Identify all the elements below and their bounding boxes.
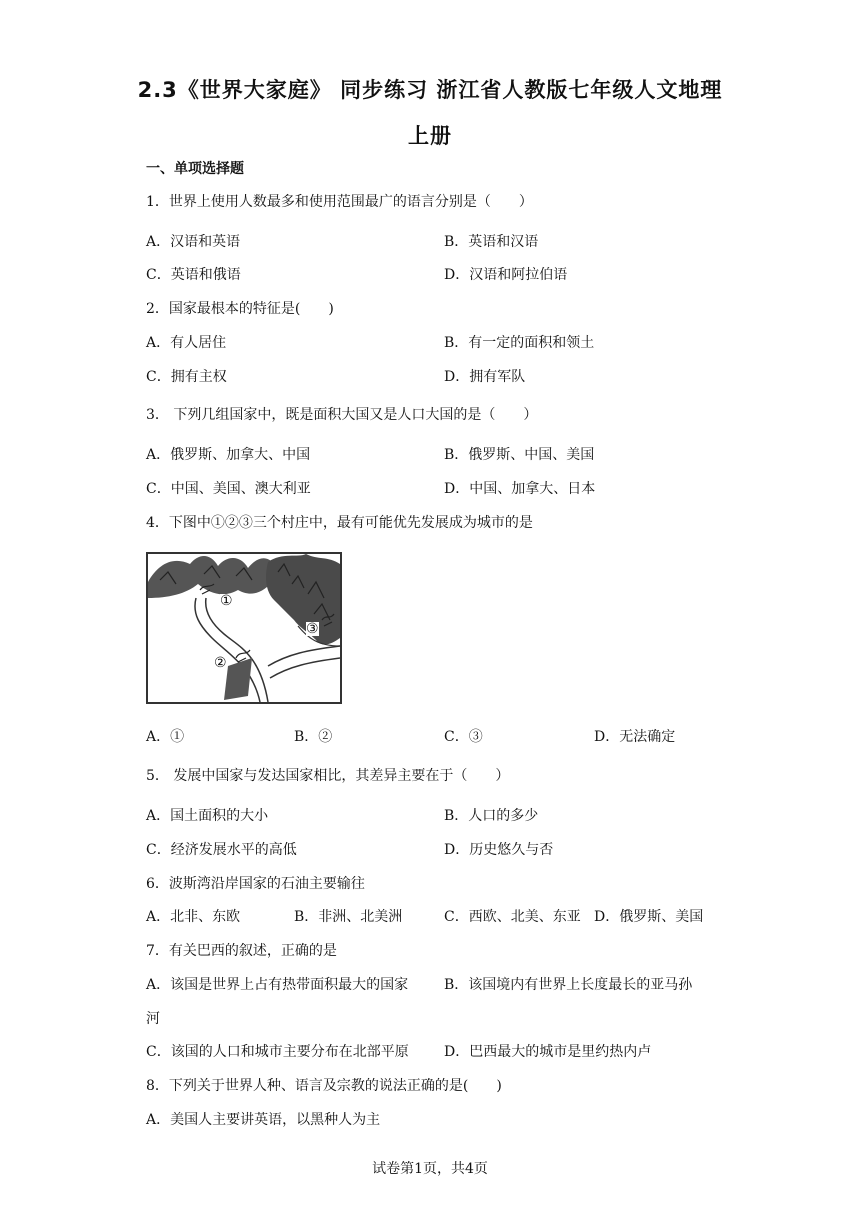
question-3-option-a: A．俄罗斯、加拿大、中国 xyxy=(146,447,311,463)
question-5-option-d: D．历史悠久与否 xyxy=(444,842,554,858)
question-4-option-c: C．③ xyxy=(444,729,483,745)
question-3-option-b: B．俄罗斯、中国、美国 xyxy=(444,447,595,463)
question-4-option-b: B．② xyxy=(294,729,333,745)
question-6-option-a: A．北非、东欧 xyxy=(146,909,241,925)
question-6-option-d: D．俄罗斯、美国 xyxy=(594,909,704,925)
question-8-option-a: A．美国人主要讲英语，以黑种人为主 xyxy=(146,1112,381,1128)
question-2-option-b: B．有一定的面积和领土 xyxy=(444,335,595,351)
village-marker-1: ① xyxy=(220,593,233,609)
question-5-option-b: B．人口的多少 xyxy=(444,808,539,824)
question-6-option-c: C．西欧、北美、东亚 xyxy=(444,909,581,925)
question-1-option-c: C．英语和俄语 xyxy=(146,267,241,283)
question-7-stem: 7．有关巴西的叙述，正确的是 xyxy=(146,943,337,959)
question-2-option-a: A．有人居住 xyxy=(146,335,227,351)
question-3-stem: 3． 下列几组国家中，既是面积大国又是人口大国的是（ ） xyxy=(146,407,538,423)
question-7-option-c: C．该国的人口和城市主要分布在北部平原 xyxy=(146,1044,409,1060)
question-2-stem: 2．国家最根本的特征是( ) xyxy=(146,301,334,317)
question-5-option-c: C．经济发展水平的高低 xyxy=(146,842,297,858)
village-map-figure xyxy=(146,552,342,704)
question-7-option-b: B．该国境内有世界上长度最长的亚马孙 xyxy=(444,977,693,993)
question-8-stem: 8．下列关于世界人种、语言及宗教的说法正确的是( ) xyxy=(146,1078,502,1094)
question-5-option-a: A．国土面积的大小 xyxy=(146,808,269,824)
question-4-option-d: D．无法确定 xyxy=(594,729,676,745)
question-7-option-a: A．该国是世界上占有热带面积最大的国家 xyxy=(146,977,409,993)
question-1-option-d: D．汉语和阿拉伯语 xyxy=(444,267,568,283)
question-1-option-b: B．英语和汉语 xyxy=(444,234,539,250)
village-marker-2: ② xyxy=(214,655,227,671)
question-2-option-d: D．拥有军队 xyxy=(444,369,526,385)
question-1-option-a: A．汉语和英语 xyxy=(146,234,241,250)
question-2-option-c: C．拥有主权 xyxy=(146,369,227,385)
question-7-option-d: D．巴西最大的城市是里约热内卢 xyxy=(444,1044,652,1060)
village-marker-3: ③ xyxy=(306,621,319,637)
document-title-line2: 上册 xyxy=(408,124,452,148)
question-3-option-d: D．中国、加拿大、日本 xyxy=(444,481,596,497)
section-heading: 一、单项选择题 xyxy=(146,161,244,177)
question-6-option-b: B．非洲、北美洲 xyxy=(294,909,403,925)
document-title-line1: 2.3《世界大家庭》 同步练习 浙江省人教版七年级人文地理 xyxy=(137,78,723,102)
question-5-stem: 5． 发展中国家与发达国家相比，其差异主要在于（ ） xyxy=(146,768,510,784)
question-6-stem: 6．波斯湾沿岸国家的石油主要输往 xyxy=(146,876,365,892)
question-7-option-b-continued: 河 xyxy=(146,1011,160,1027)
question-4-stem: 4．下图中①②③三个村庄中，最有可能优先发展成为城市的是 xyxy=(146,515,533,531)
question-3-option-c: C．中国、美国、澳大利亚 xyxy=(146,481,311,497)
question-1-stem: 1．世界上使用人数最多和使用范围最广的语言分别是（ ） xyxy=(146,194,533,210)
page-footer: 试卷第1页，共4页 xyxy=(372,1161,488,1177)
question-4-option-a: A．① xyxy=(146,729,185,745)
